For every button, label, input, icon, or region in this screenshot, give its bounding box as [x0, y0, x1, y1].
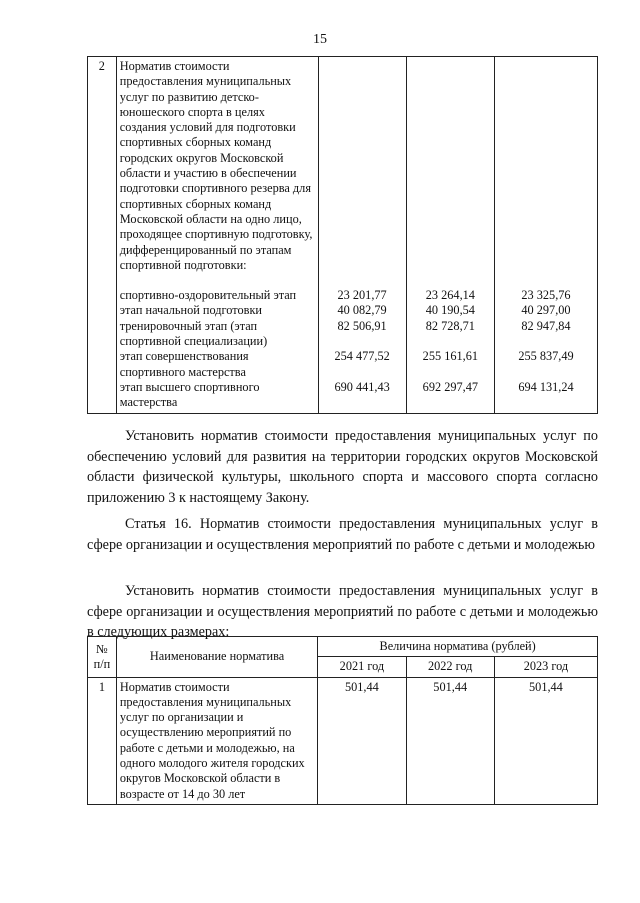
row-number: 1 [88, 677, 117, 804]
row-number: 2 [88, 57, 117, 414]
values-2022-cell [406, 57, 494, 414]
stage-name: этап совершенствования спортивного мастерства [119, 349, 249, 379]
value-2022: 501,44 [406, 677, 494, 804]
value-2023: 23 325,76 [521, 288, 571, 302]
norm-name: Норматив стоимости предоставления муниципальных услуг по организации и осуществлению мероприятий по работе с детьми и молодежью, на одного молодого жителя городских округов Московской области в возрасте от 14 до 30 лет [116, 677, 317, 804]
column-header-name: Наименование норматива [116, 637, 317, 678]
column-header-year: 2022 год [406, 657, 494, 677]
value-2023: 40 297,00 [521, 303, 571, 318]
value-2021: 23 201,77 [337, 288, 387, 302]
youth-norm-table [87, 636, 598, 805]
value-2023: 694 131,24 [518, 379, 574, 394]
value-2021: 254 477,52 [334, 349, 390, 364]
value-2022: 255 161,61 [422, 349, 479, 364]
column-header-year: 2021 год [318, 657, 406, 677]
value-2022: 82 728,71 [425, 318, 475, 333]
stage-name: этап начальной подготовки [119, 303, 263, 318]
paragraph-youth-work [87, 581, 598, 643]
stage-name: этап высшего спортивного мастерства [119, 379, 260, 410]
value-2021: 82 506,91 [337, 318, 387, 333]
value-2023: 255 837,49 [518, 349, 574, 364]
table-row [88, 57, 598, 414]
value-2021: 40 082,79 [337, 303, 387, 318]
column-header-number: № п/п [88, 637, 117, 678]
article-16-heading [87, 514, 598, 555]
page-number: 15 [313, 32, 327, 47]
value-2022: 692 297,47 [422, 379, 479, 394]
value-2023: 82 947,84 [521, 318, 571, 333]
table-header-row [88, 637, 598, 657]
value-2021: 501,44 [318, 677, 406, 804]
stage-name: тренировочный этап (этап спортивной специализации) [119, 318, 268, 349]
norm-description: Норматив стоимости предоставления муниципальных услуг по развитию детско-юношеского спорта в целях создания условий для подготовки спортивных сборных команд городских округов Московской области и участию в обеспечении подготовки спортивного резерва для спортивных сборных команд Московской области на одно лицо, проходящее спортивную подготовку, дифференцированный по этапам спортивной подготовки: [119, 59, 313, 272]
stage-name: спортивно-оздоровительный этап [119, 288, 297, 303]
column-header-year: 2023 год [494, 657, 597, 677]
paragraph-text: Установить норматив стоимости предоставления муниципальных услуг в сфере организации и осуществления мероприятий по работе с детьми и молодежью в следующих размерах: [87, 583, 598, 640]
paragraph-text: Установить норматив стоимости предоставления муниципальных услуг по обеспечению условий для развития на территории городских округов Московской области физической культуры, школьного спорта и массового спорта согласно приложению 3 к настоящему Закону. [87, 428, 598, 506]
value-2023: 501,44 [494, 677, 597, 804]
value-2022: 40 190,54 [425, 303, 475, 318]
value-2022: 23 264,14 [425, 288, 475, 302]
values-2021-cell [318, 57, 406, 414]
table-row [88, 677, 598, 804]
column-header-value: Величина норматива (рублей) [318, 637, 598, 657]
norm-description-cell [116, 57, 318, 414]
values-2023-cell [494, 57, 597, 414]
paragraph-physical-culture [87, 426, 598, 508]
value-2021: 690 441,43 [334, 379, 390, 394]
services-norm-table-continued [87, 56, 598, 414]
article-heading-text: Статья 16. Норматив стоимости предоставления муниципальных услуг в сфере организации и осуществления мероприятий по работе с детьми и молодежью [87, 516, 598, 553]
